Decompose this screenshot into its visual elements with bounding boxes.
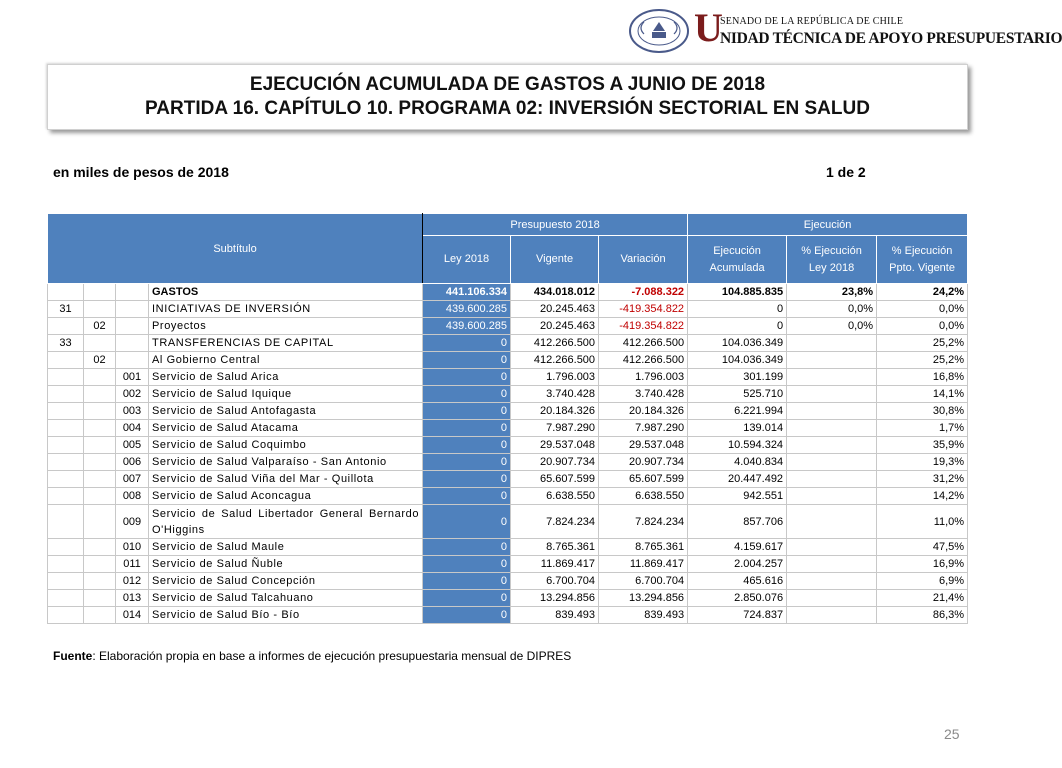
cell-pct-ley [787, 471, 877, 488]
cell-item [84, 505, 116, 539]
cell-ejecucion: 301.199 [688, 369, 787, 386]
cell-description: Servicio de Salud Antofagasta [149, 403, 423, 420]
cell-pct-vigente: 47,5% [877, 539, 968, 556]
cell-description: Servicio de Salud Talcahuano [149, 590, 423, 607]
cell-asignacion [116, 301, 149, 318]
page-indicator: 1 de 2 [826, 164, 866, 180]
cell-pct-vigente: 0,0% [877, 318, 968, 335]
cell-pct-vigente: 6,9% [877, 573, 968, 590]
cell-vigente: 8.765.361 [511, 539, 599, 556]
cell-ley: 0 [423, 488, 511, 505]
table-row [48, 386, 968, 403]
cell-variacion: 11.869.417 [599, 556, 688, 573]
cell-pct-ley: 23,8% [787, 284, 877, 301]
cell-pct-vigente: 24,2% [877, 284, 968, 301]
table-row [48, 573, 968, 590]
cell-vigente: 6.700.704 [511, 573, 599, 590]
table-row [48, 352, 968, 369]
header-vigente: Vigente [511, 236, 599, 284]
cell-item [84, 437, 116, 454]
cell-description: Servicio de Salud Arica [149, 369, 423, 386]
header-subtitulo: Subtítulo [48, 214, 423, 284]
cell-asignacion: 007 [116, 471, 149, 488]
cell-subtitulo [48, 505, 84, 539]
cell-vigente: 65.607.599 [511, 471, 599, 488]
cell-variacion: -7.088.322 [599, 284, 688, 301]
cell-ley: 0 [423, 403, 511, 420]
cell-subtitulo [48, 284, 84, 301]
cell-item [84, 386, 116, 403]
header-pct-ley-line1: % Ejecución [801, 244, 862, 257]
cell-variacion: 3.740.428 [599, 386, 688, 403]
cell-ejecucion: 857.706 [688, 505, 787, 539]
cell-subtitulo [48, 420, 84, 437]
cell-subtitulo [48, 386, 84, 403]
cell-ejecucion: 4.040.834 [688, 454, 787, 471]
cell-ley: 0 [423, 420, 511, 437]
cell-variacion: 7.824.234 [599, 505, 688, 539]
title-line-1: EJECUCIÓN ACUMULADA DE GASTOS A JUNIO DE 2018 [249, 74, 766, 95]
cell-vigente: 6.638.550 [511, 488, 599, 505]
cell-pct-vigente: 25,2% [877, 335, 968, 352]
cell-item [84, 590, 116, 607]
cell-description: Al Gobierno Central [149, 352, 423, 369]
cell-subtitulo [48, 471, 84, 488]
cell-subtitulo [48, 403, 84, 420]
cell-pct-ley [787, 369, 877, 386]
cell-item [84, 573, 116, 590]
cell-asignacion [116, 352, 149, 369]
cell-item [84, 471, 116, 488]
cell-description: Servicio de Salud Concepción [149, 573, 423, 590]
cell-description: GASTOS [149, 284, 423, 301]
cell-ejecucion: 4.159.617 [688, 539, 787, 556]
cell-description: Servicio de Salud Bío - Bío [149, 607, 423, 624]
cell-vigente: 20.184.326 [511, 403, 599, 420]
cell-item [84, 369, 116, 386]
cell-subtitulo [48, 369, 84, 386]
cell-ley: 0 [423, 386, 511, 403]
cell-asignacion: 008 [116, 488, 149, 505]
cell-item [84, 301, 116, 318]
cell-vigente: 7.987.290 [511, 420, 599, 437]
cell-variacion: 412.266.500 [599, 352, 688, 369]
cell-description: TRANSFERENCIAS DE CAPITAL [149, 335, 423, 352]
cell-item [84, 607, 116, 624]
cell-description: Servicio de Salud Iquique [149, 386, 423, 403]
cell-ejecucion: 525.710 [688, 386, 787, 403]
cell-pct-vigente: 14,1% [877, 386, 968, 403]
cell-description: Servicio de Salud Ñuble [149, 556, 423, 573]
cell-ejecucion: 2.850.076 [688, 590, 787, 607]
header-ejec-acum-line1: Ejecución [713, 244, 761, 257]
cell-item [84, 403, 116, 420]
cell-subtitulo [48, 488, 84, 505]
table-row [48, 335, 968, 352]
cell-variacion: -419.354.822 [599, 301, 688, 318]
table-row [48, 505, 968, 539]
cell-variacion: 20.907.734 [599, 454, 688, 471]
header-pct-ley [787, 236, 877, 284]
cell-variacion: 1.796.003 [599, 369, 688, 386]
cell-ejecucion: 139.014 [688, 420, 787, 437]
table-row [48, 403, 968, 420]
cell-description: Servicio de Salud Atacama [149, 420, 423, 437]
cell-asignacion: 012 [116, 573, 149, 590]
cell-vigente: 412.266.500 [511, 352, 599, 369]
cell-vigente: 412.266.500 [511, 335, 599, 352]
cell-ley: 439.600.285 [423, 301, 511, 318]
table-row [48, 284, 968, 301]
cell-asignacion: 013 [116, 590, 149, 607]
cell-ejecucion: 6.221.994 [688, 403, 787, 420]
cell-variacion: 29.537.048 [599, 437, 688, 454]
cell-vigente: 20.245.463 [511, 301, 599, 318]
cell-pct-vigente: 86,3% [877, 607, 968, 624]
cell-pct-ley [787, 454, 877, 471]
cell-ejecucion: 104.885.835 [688, 284, 787, 301]
source-label: Fuente [53, 649, 93, 663]
slide-number: 25 [944, 726, 960, 742]
cell-vigente: 3.740.428 [511, 386, 599, 403]
cell-item [84, 539, 116, 556]
cell-pct-ley [787, 505, 877, 539]
cell-subtitulo [48, 352, 84, 369]
cell-description: Servicio de Salud Coquimbo [149, 437, 423, 454]
cell-pct-vigente: 11,0% [877, 505, 968, 539]
cell-item [84, 488, 116, 505]
cell-item: 02 [84, 352, 116, 369]
cell-ejecucion: 724.837 [688, 607, 787, 624]
title-line-2: PARTIDA 16. CAPÍTULO 10. PROGRAMA 02: INVERSIÓN SECTORIAL EN SALUD [145, 98, 870, 119]
cell-subtitulo [48, 573, 84, 590]
cell-vigente: 29.537.048 [511, 437, 599, 454]
cell-ley: 0 [423, 539, 511, 556]
cell-item [84, 284, 116, 301]
cell-ejecucion: 104.036.349 [688, 335, 787, 352]
cell-subtitulo [48, 539, 84, 556]
cell-pct-ley [787, 488, 877, 505]
cell-asignacion [116, 335, 149, 352]
cell-ley: 0 [423, 335, 511, 352]
cell-pct-vigente: 25,2% [877, 352, 968, 369]
cell-vigente: 434.018.012 [511, 284, 599, 301]
table-row [48, 471, 968, 488]
cell-ley: 0 [423, 369, 511, 386]
cell-pct-vigente: 1,7% [877, 420, 968, 437]
header-ejecucion-acumulada [688, 236, 787, 284]
budget-table [47, 213, 968, 624]
header-ley: Ley 2018 [423, 236, 511, 284]
cell-asignacion: 001 [116, 369, 149, 386]
cell-item [84, 420, 116, 437]
cell-subtitulo [48, 556, 84, 573]
cell-description: Servicio de Salud Valparaíso - San Antonio [149, 454, 423, 471]
cell-vigente: 20.907.734 [511, 454, 599, 471]
cell-asignacion: 010 [116, 539, 149, 556]
cell-ley: 0 [423, 505, 511, 539]
cell-ley: 439.600.285 [423, 318, 511, 335]
header-presupuesto: Presupuesto 2018 [423, 214, 688, 236]
cell-pct-ley [787, 607, 877, 624]
header-pct-vigente [877, 236, 968, 284]
cell-variacion: -419.354.822 [599, 318, 688, 335]
cell-subtitulo [48, 454, 84, 471]
cell-item [84, 556, 116, 573]
cell-item [84, 454, 116, 471]
cell-pct-vigente: 31,2% [877, 471, 968, 488]
cell-asignacion: 002 [116, 386, 149, 403]
source-note [53, 649, 571, 663]
cell-subtitulo: 31 [48, 301, 84, 318]
cell-variacion: 839.493 [599, 607, 688, 624]
logo-letter-u: U [694, 5, 723, 50]
header-pct-ley-line2: Ley 2018 [808, 261, 855, 274]
cell-ejecucion: 0 [688, 318, 787, 335]
senado-logo [628, 5, 1062, 58]
senado-label: SENADO DE LA REPÚBLICA DE CHILE [720, 16, 904, 27]
cell-variacion: 6.700.704 [599, 573, 688, 590]
cell-vigente: 13.294.856 [511, 590, 599, 607]
table-row [48, 488, 968, 505]
header-pct-vig-line2: Ppto. Vigente [889, 261, 955, 274]
cell-pct-vigente: 30,8% [877, 403, 968, 420]
cell-pct-vigente: 16,8% [877, 369, 968, 386]
cell-pct-ley [787, 403, 877, 420]
cell-ley: 0 [423, 607, 511, 624]
cell-asignacion: 006 [116, 454, 149, 471]
table-row [48, 590, 968, 607]
cell-variacion: 8.765.361 [599, 539, 688, 556]
cell-variacion: 7.987.290 [599, 420, 688, 437]
cell-asignacion: 011 [116, 556, 149, 573]
table-row [48, 301, 968, 318]
cell-ley: 0 [423, 352, 511, 369]
cell-pct-vigente: 35,9% [877, 437, 968, 454]
cell-pct-vigente: 0,0% [877, 301, 968, 318]
cell-asignacion: 009 [116, 505, 149, 539]
cell-item: 02 [84, 318, 116, 335]
title-box [47, 64, 968, 130]
cell-ley: 0 [423, 471, 511, 488]
cell-pct-ley [787, 590, 877, 607]
cell-variacion: 13.294.856 [599, 590, 688, 607]
table-row [48, 420, 968, 437]
table-row [48, 369, 968, 386]
header-ejecucion: Ejecución [688, 214, 968, 236]
cell-description: Proyectos [149, 318, 423, 335]
header-ejec-acum-line2: Acumulada [709, 261, 765, 274]
cell-variacion: 65.607.599 [599, 471, 688, 488]
cell-ley: 0 [423, 437, 511, 454]
cell-ley: 0 [423, 573, 511, 590]
cell-pct-vigente: 21,4% [877, 590, 968, 607]
cell-asignacion [116, 284, 149, 301]
cell-variacion: 6.638.550 [599, 488, 688, 505]
unidad-label: NIDAD TÉCNICA DE APOYO PRESUPUESTARIO [720, 30, 1062, 47]
cell-pct-ley [787, 335, 877, 352]
units-label: en miles de pesos de 2018 [53, 164, 229, 180]
cell-asignacion: 003 [116, 403, 149, 420]
table-row [48, 556, 968, 573]
cell-variacion: 20.184.326 [599, 403, 688, 420]
header-variacion: Variación [599, 236, 688, 284]
cell-asignacion [116, 318, 149, 335]
cell-item [84, 335, 116, 352]
cell-ley: 441.106.334 [423, 284, 511, 301]
cell-pct-ley: 0,0% [787, 301, 877, 318]
cell-ley: 0 [423, 454, 511, 471]
cell-vigente: 7.824.234 [511, 505, 599, 539]
cell-ejecucion: 942.551 [688, 488, 787, 505]
cell-description: Servicio de Salud Maule [149, 539, 423, 556]
cell-subtitulo [48, 607, 84, 624]
cell-ejecucion: 465.616 [688, 573, 787, 590]
cell-vigente: 1.796.003 [511, 369, 599, 386]
cell-pct-ley [787, 556, 877, 573]
table-row [48, 437, 968, 454]
table-row [48, 454, 968, 471]
table-row [48, 539, 968, 556]
header-pct-vig-line1: % Ejecución [891, 244, 953, 257]
cell-pct-ley [787, 437, 877, 454]
cell-vigente: 20.245.463 [511, 318, 599, 335]
cell-subtitulo [48, 590, 84, 607]
cell-pct-ley [787, 420, 877, 437]
cell-pct-ley [787, 539, 877, 556]
cell-ejecucion: 10.594.324 [688, 437, 787, 454]
cell-ejecucion: 20.447.492 [688, 471, 787, 488]
source-text: : Elaboración propia en base a informes de ejecución presupuestaria mensual de DIPRES [92, 649, 572, 663]
cell-ejecucion: 2.004.257 [688, 556, 787, 573]
cell-vigente: 839.493 [511, 607, 599, 624]
cell-pct-vigente: 16,9% [877, 556, 968, 573]
cell-vigente: 11.869.417 [511, 556, 599, 573]
cell-subtitulo: 33 [48, 335, 84, 352]
cell-description: INICIATIVAS DE INVERSIÓN [149, 301, 423, 318]
cell-ley: 0 [423, 590, 511, 607]
cell-description: Servicio de Salud Aconcagua [149, 488, 423, 505]
cell-asignacion: 005 [116, 437, 149, 454]
cell-pct-ley [787, 386, 877, 403]
cell-pct-ley [787, 352, 877, 369]
cell-ejecucion: 104.036.349 [688, 352, 787, 369]
cell-pct-vigente: 19,3% [877, 454, 968, 471]
cell-asignacion: 014 [116, 607, 149, 624]
cell-pct-ley: 0,0% [787, 318, 877, 335]
senate-seal-icon [628, 8, 690, 54]
cell-variacion: 412.266.500 [599, 335, 688, 352]
cell-description: Servicio de Salud Libertador General Bernardo O'Higgins [149, 505, 423, 539]
cell-asignacion: 004 [116, 420, 149, 437]
cell-ley: 0 [423, 556, 511, 573]
cell-description: Servicio de Salud Viña del Mar - Quillota [149, 471, 423, 488]
cell-pct-vigente: 14,2% [877, 488, 968, 505]
cell-ejecucion: 0 [688, 301, 787, 318]
cell-pct-ley [787, 573, 877, 590]
cell-subtitulo [48, 437, 84, 454]
table-row [48, 607, 968, 624]
cell-subtitulo [48, 318, 84, 335]
table-row [48, 318, 968, 335]
